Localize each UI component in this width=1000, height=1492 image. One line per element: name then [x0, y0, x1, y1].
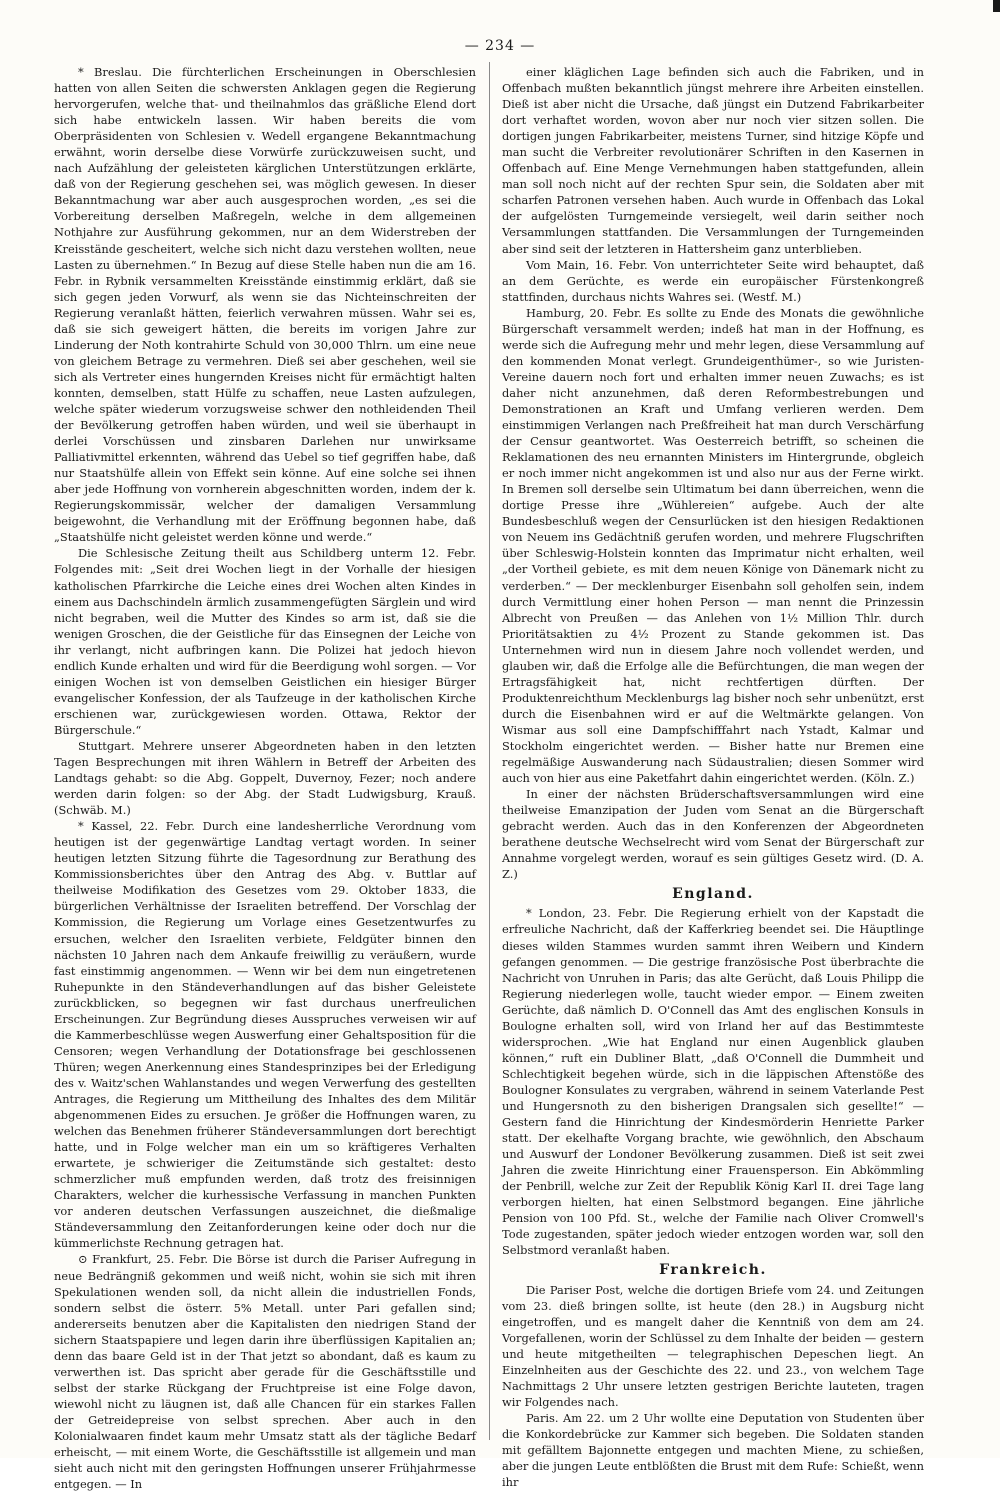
corner-scan-mark: [993, 0, 1000, 12]
article-paris-post: Die Pariser Post, welche die dortigen Briefe vom 24. und Zeitungen vom 23. dieß bringen sollte, ist heute (den 28.) in Augsburg nicht eingetroffen, und es mangelt daher die Kenntniß von dem am 24. Vorgefallenen, worin der Schlüssel zu dem Inhalte der beiden — gestern und heute mitgetheilten — telegraphischen Depeschen liegt. An Einzelnheiten aus der Geschichte des 22. und 23., von welchem Tage Nachmittags 2 Uhr unsere letzten gestrigen Berichte lauteten, tragen wir Folgendes nach.: [502, 1282, 924, 1409]
article-schildberg: Die Schlesische Zeitung theilt aus Schildberg unterm 12. Febr. Folgendes mit: „Seit drei Wochen liegt in der Vorhalle der hiesigen katholischen Pfarrkirche die Leiche eines drei Wochen alten Kindes in einem aus Dachschindeln ärmlich zusammengefügten Särglein und wird nicht begraben, weil die Mutter des Kindes so arm ist, daß sie die wenigen Groschen, die der Geistliche für das Einsegnen der Leiche von ihr verlangt, nicht aufbringen kann. Die Polizei hat jedoch hievon endlich Kunde erhalten und wird für die Beerdigung wohl sorgen. — Vor einigen Wochen ist von demselben Geistlichen ein hiesiger Bürger evangelischer Konfession, der als Taufzeuge in der katholischen Kirche erschienen war, zurückgewiesen worden. Ottawa, Rektor der Bürgerschule.“: [54, 546, 476, 737]
article-kassel: * Kassel, 22. Febr. Durch eine landesherrliche Verordnung vom heutigen ist der gegenwärtige Landtag vertagt worden. In seiner heutigen letzten Sitzung führte die Tagesordnung zur Berathung des Kommissionsberichtes über den Antrag des Abg. v. Buttlar auf theilweise Modifikation des Gesetzes vom 29. Oktober 1833, die bürgerlichen Verhältnisse der Israeliten betreffend. Der Vorschlag der Kommission, die Regierung um Vorlage eines Gesetzentwurfes zu ersuchen, welcher den Israeliten verbiete, Feldgüter binnen den nächsten 10 Jahren nach dem Ankaufe freiwillig zu veräußern, wurde fast einstimmig angenommen. — Wenn wir bei dem nun eingetretenen Ruhepunkte in den Ständeverhandlungen auf das bisher Geleistete zurückblicken, so begegnen wir fast durchaus unerfreulichen Erscheinungen. Zur Begründung dieses Ausspruches verweisen wir auf die Kammerbeschlüsse wegen Auswerfung einer Gehaltsposition für die Censoren; wegen Verhandlung der Dotationsfrage bei geschlossenen Thüren; wegen Anerkennung eines Standesprinzipes bei der Erledigung des v. Waitz'schen Wahlanstandes und wegen Verwerfung des gestellten Antrages, die Regierung um Mittheilung des Inhaltes des dem Militär abgenommenen Eides zu ersuchen. Je größer die Hoffnungen waren, zu welchen das Benehmen früherer Ständeversammlungen dort berechtigt hatte, und in Folge welcher man ein um so kräftigeres Verhalten erwartete, je schwieriger die Zeitumstände sich gestaltet: desto schmerzlicher muß empfunden werden, daß trotz des freisinnigen Charakters, welcher die kurhessische Verfassung in manchen Punkten vor anderen deutschen Verfassungen auszeichnet, die dießmalige Ständeversammlung den Zeitanforderungen keine oder doch nur die kümmerlichste Rechnung getragen hat.: [54, 819, 476, 1251]
page-number: — 234 —: [464, 38, 536, 54]
article-hamburg: Hamburg, 20. Febr. Es sollte zu Ende des Monats die gewöhnliche Bürgerschaft versammelt werden; indeß hat man in der Hoffnung, es werde sich die Aufregung mehr und mehr legen, diese Versammlung auf den kommenden Monat verlegt. Grundeigenthümer-, so wie Juristen-Vereine dauern noch fort und erhalten immer neuen Zuwachs; es ist daher nicht anzunehmen, daß deren Reformbestrebungen und Demonstrationen an Kraft und Umfang verlieren werden. Dem einstimmigen Verlangen nach Preßfreiheit hat man durch Verschärfung der Censur geantwortet. Was Oesterreich betrifft, so scheinen die Reklamationen des neu ernannten Ministers im Hintergrunde, obgleich er noch immer nicht angekommen ist und also nur aus der Ferne wirkt. In Bremen soll derselbe sein Ultimatum bei dann überreichen, wenn die dortige Presse ihre „Wühlereien“ aufgebe. Auch der alte Bundesbeschluß wegen der Censurlücken ist den hiesigen Redaktionen von Neuem ins Gedächtniß gerufen worden, und mehrere Flugschriften über Schleswig-Holstein konnten das Imprimatur nicht erhalten, weil „der Vortheil gebiete, es mit dem neuen Könige von Dänemark nicht zu verderben.“ — Der mecklenburger Eisenbahn soll geholfen sein, indem durch Vermittlung einer hohen Person — man nennt die Prinzessin Albrecht von Preußen — das Anlehen von 1½ Million Thlr. durch Prioritätsaktien zu 4½ Prozent zu Stande gekommen ist. Das Unternehmen wird nun in diesem Jahre noch vollendet werden, und glauben wir, daß die Erfolge alle die Befürchtungen, die man wegen der Ertragsfähigkeit hat, nicht rechtfertigen dürften. Der Produktenreichthum Mecklenburgs lag bisher noch sehr unbenützt, erst durch die Eisenbahnen wird er auf die Weltmärkte gelangen. Von Wismar aus soll eine Dampfschifffahrt nach Ystadt, Kalmar und Stockholm eingerichtet werden. — Bisher hatte nur Bremen eine regelmäßige Auswanderung nach Südaustralien; diesen Sommer wird auch von hier aus eine Paketfahrt dahin eingerichtet werden. (Köln. Z.): [502, 305, 924, 786]
article-hamburg-senate: In einer der nächsten Brüderschaftsversammlungen wird eine theilweise Emanzipation der Juden vom Senat an die Bürgerschaft gebracht werden. Auch das in den Konferenzen der Abgeordneten berathene deutsche Wechselrecht wird vom Senat der Bürgerschaft zur Annahme vorgelegt werden, worauf es sein gültiges Gesetz wird. (D. A. Z.): [502, 787, 924, 882]
article-breslau: * Breslau. Die fürchterlichen Erscheinungen in Oberschlesien hatten von allen Seiten die schwersten Anklagen gegen die Regierung hervorgerufen, welche that- und theilnahmlos das gräßliche Elend dort sich habe entwickeln lassen. Wir haben bereits die vom Oberpräsidenten von Schlesien v. Wedell ergangene Bekanntmachung erwähnt, worin derselbe diese Vorwürfe zurückzuweisen sucht, und nach Aufzählung der geleisteten kärglichen Unterstützungen erklärte, daß von der Regierung geschehen sei, was möglich gewesen. In dieser Bekanntmachung war aber auch ausgesprochen worden, „es sei die Vorbereitung derselben Maßregeln, welche in dem allgemeinen Nothjahre zur Ausführung gekommen, nur an dem Widerstreben der Kreisstände gescheitert, welche sich nicht dazu verstehen wollten, neue Lasten zu übernehmen.“ In Bezug auf diese Stelle haben nun die am 16. Febr. in Rybnik versammelten Kreisstände einstimmig erklärt, daß sie sich gegen jeden Vorwurf, als wenn sie das Nichteinschreiten der Regierung veranlaßt hätten, feierlich verwahren müssen. Wahr sei es, daß sie sich geweigert hätten, die bereits im vorigen Jahre zur Linderung der Noth kontrahirte Schuld von 30,000 Thlrn. um eine neue von gleichem Betrage zu vermehren. Dieß sei aber geschehen, weil sie sich als Vertreter eines hungernden Kreises nicht für ermächtigt halten konnten, demselben, statt Hülfe zu schaffen, neue Lasten aufzulegen, welche später wiederum vorzugsweise schwer den nothleidenden Theil der Bevölkerung getroffen haben würden, und weil sie überhaupt in derlei Vorschüssen und zinsbaren Darlehen nur unwirksame Palliativmittel erkennten, während das Uebel so tief gegriffen habe, daß nur Staatshülfe allein von Effekt sein könne. Auf eine solche sei ihnen aber jede Hoffnung von vornherein abgeschnitten worden, indem der k. Regierungskommissär, welcher der damaligen Versammlung beigewohnt, die Verhandlung mit der Eröffnung begonnen habe, daß „Staatshülfe nicht geleistet werden könne und werde.“: [54, 65, 476, 545]
left-column: [54, 64, 476, 1492]
article-london: * London, 23. Febr. Die Regierung erhielt von der Kapstadt die erfreuliche Nachricht, daß der Kafferkrieg beendet sei. Die Häuptlinge dieses wilden Stammes wurden sammt ihren Weibern und Kindern gefangen genommen. — Die gestrige französische Post überbrachte die Nachricht von Unruhen in Paris; das alte Gerücht, daß Louis Philipp die Regierung niederlegen wolle, taucht wieder empor. — Einem zweiten Gerüchte, daß nämlich D. O'Connell das Amt des englischen Konsuls in Boulogne erhalten soll, wird von Irland her auf das Bestimmteste widersprochen. „Wie hat England nur einen Augenblick glauben können,“ ruft ein Dubliner Blatt, „daß O'Connell die Dummheit und Schlechtigkeit begehen würde, sich in die läppischen Aftenstöße des Boulogner Konsulates zu vergraben, während in seinem Vaterlande Pest und Hungersnoth zu den bisherigen Drangsalen sich gesellte!“ — Gestern fand die Hinrichtung der Kindesmörderin Henriette Parker statt. Der ekelhafte Vorgang brachte, wie gewöhnlich, den Abschaum und Auswurf der Londoner Bevölkerung zusammen. Dieß ist seit zwei Jahren die zweite Hinrichtung einer Frauensperson. Ein Abkömmling der Penbrill, welche zur Zeit der Republik König Karl II. drei Tage lang verborgen hielten, hat einen Selbstmord begangen. Eine jährliche Pension von 100 Pfd. St., welche der Familie nach Oliver Cromwell's Tode zugestanden, später jedoch wieder entzogen worden war, soll den Selbstmord veranlaßt haben.: [502, 906, 924, 1258]
article-vom-main: Vom Main, 16. Febr. Von unterrichteter Seite wird behauptet, daß an dem Gerüchte, es werde ein europäischer Fürstenkongreß stattfinden, durchaus nichts Wahres sei. (Westf. M.): [502, 257, 924, 304]
section-heading-england: England.: [672, 886, 754, 903]
article-paris: Paris. Am 22. um 2 Uhr wollte eine Deputation von Studenten über die Konkordebrücke zur Kammer sich begeben. Die Soldaten standen mit gefälltem Bajonnette entgegen und machten Miene, zu schießen, aber die jungen Leute entblößten die Brust mit dem Rufe: Schießt, wenn ihr: [502, 1410, 924, 1490]
article-frankfurt: ⊙ Frankfurt, 25. Febr. Die Börse ist durch die Pariser Aufregung in neue Bedrängniß gekommen und weiß nicht, wohin sie sich mit ihren Spekulationen wenden soll, da nicht allein die industriellen Fonds, sondern selbst die österr. 5% Metall. unter Pari gefallen sind; andererseits benutzen aber die Kapitalisten den niedrigen Stand der sichern Staatspapiere und legen darin ihre überflüssigen Kapitalien an; denn das baare Geld ist in der That jetzt so abondant, daß es kaum zu verwerthen ist. Das spricht aber gerade für die Geschäftsstille und selbst der starke Rückgang der Fruchtpreise ist eine Folge davon, wiewohl nicht zu läugnen ist, daß alle Chancen für ein starkes Fallen der Getreidepreise von selbst sprechen. Aber auch in den Kolonialwaaren findet kaum mehr Umsatz statt als der tägliche Bedarf erheischt, — mit einem Worte, die Geschäftsstille ist allgemein und man sieht auch nicht mit den geringsten Hoffnungen unserer Frühjahrmesse entgegen. — In: [54, 1252, 476, 1492]
section-heading-france: Frankreich.: [659, 1262, 767, 1279]
article-stuttgart: Stuttgart. Mehrere unserer Abgeordneten haben in den letzten Tagen Besprechungen mit ihren Wählern in Betreff der Arbeiten des Landtags gehabt: so die Abg. Goppelt, Duvernoy, Fezer; noch andere werden darin folgen: so der Abg. der Stadt Ludwigsburg, Krauß. (Schwäb. M.): [54, 738, 476, 818]
article-frankfurt-continued: einer kläglichen Lage befinden sich auch die Fabriken, und in Offenbach mußten bekanntlich jüngst mehrere ihre Arbeiten einstellen. Dieß ist aber nicht die Ursache, daß jüngst ein Dutzend Fabrikarbeiter dort verhaftet worden, wovon aber nur noch vier sitzen sollen. Die dortigen jungen Fabrikarbeiter, meistens Turner, sind hitzige Köpfe und man sucht die Verbreiter revolutionärer Schriften in den Kasernen in Offenbach auf. Eine Menge Vernehmungen haben stattgefunden, allein man soll noch nicht auf der rechten Spur sein, die Soldaten aber mit scharfen Patronen versehen haben. Auch wurde in Offenbach das Lokal der aufgelösten Turngemeinde versiegelt, weil darin seither noch Versammlungen stattfanden. Die Versammlungen der Turngemeinden aber sind seit der letzteren in Hattersheim ganz unterblieben.: [502, 65, 924, 256]
column-divider: [489, 62, 490, 1440]
right-column: [502, 64, 924, 1490]
